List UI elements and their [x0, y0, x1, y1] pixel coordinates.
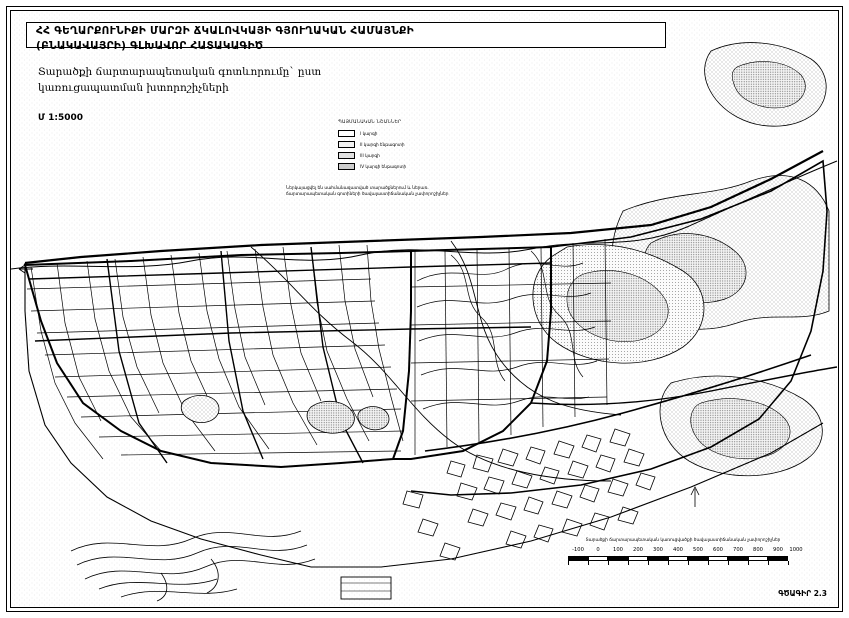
legend-label-1: I կարգի [360, 131, 378, 136]
subtitle-line1: Տարածքի ճարտարապետական գոտևորումը` ըստ [38, 66, 322, 78]
scalebar-block [566, 538, 803, 563]
legend-label-3: III կարգի [360, 153, 380, 158]
scalebar-tick-labels [566, 547, 803, 555]
page-title-line1: ՀՀ ԳԵՂԱՐՔՈՒՆԻՔԻ ՄԱՐԶԻ ՃԿԱԼՈՎԿԱՅԻ ԳՅՈՒՂԱԿԱՆ ՀԱՄԱՅՆՔԻ [36, 25, 414, 37]
legend-note-line1: Ներկայացվել են սահմանազատված տարածքներում և ներառ. [286, 186, 429, 191]
scalebar-tick-0: -100 [572, 547, 584, 553]
legend-swatch-3 [338, 152, 355, 159]
page-title-line2: (ԲՆԱԿԱՎԱՅՐԻ) ԳԼԽԱՎՈՐ ՀԱՏԱԿԱԳԻԾ [36, 40, 264, 52]
subtitle-line2: կառուցապատման խտորոշիչների [38, 82, 229, 94]
legend-label-2: II կարգի ենթագոտի [360, 142, 405, 147]
legend-note-line2: ճարտարապետական գոտիների ծավալաստիճանական չափորոշիչներ [286, 192, 449, 197]
scalebar-tick-3: 200 [633, 547, 643, 553]
scalebar-note: Տարածքի ճարտարապետական կառուցվածքի ծավալաստիճանական չափորոշիչներ [585, 538, 781, 543]
scalebar-tick-1: 0 [596, 547, 600, 553]
scalebar-tick-5: 400 [673, 547, 683, 553]
legend-item [338, 140, 458, 149]
scale-label: Մ 1:5000 [38, 113, 84, 123]
legend-item [338, 162, 458, 171]
legend-item [338, 129, 458, 138]
scalebar-tick-10: 900 [773, 547, 783, 553]
scalebar-tick-11: 1000 [789, 547, 803, 553]
scalebar-tick-7: 600 [713, 547, 723, 553]
sheet-number: ԳԾԱԳԻՐ 2.3 [778, 589, 827, 598]
legend-item [338, 151, 458, 160]
legend [338, 120, 458, 173]
scalebar-tick-2: 100 [613, 547, 623, 553]
scalebar-graphic [566, 556, 800, 563]
scalebar-tick-4: 300 [653, 547, 663, 553]
map-drawing [11, 11, 838, 607]
legend-swatch-1 [338, 130, 355, 137]
scalebar-tick-9: 800 [753, 547, 763, 553]
legend-swatch-2 [338, 141, 355, 148]
legend-title: ՊԱՅՄԱՆԱԿԱՆ ՆՇԱՆՆԵՐ [338, 120, 402, 125]
scalebar-tick-8: 700 [733, 547, 743, 553]
scalebar-tick-6: 500 [693, 547, 703, 553]
legend-label-4: IV կարգի ենթագոտի [360, 164, 407, 169]
legend-swatch-4 [338, 163, 355, 170]
legend-note [286, 186, 516, 198]
